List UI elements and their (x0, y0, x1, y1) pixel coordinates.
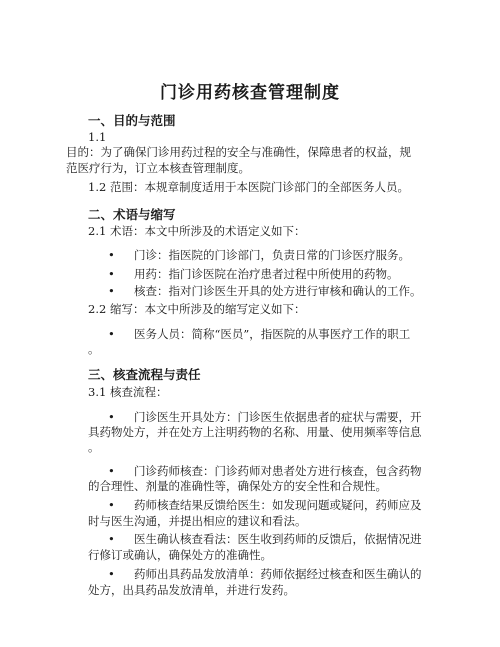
bullet-icon: • (108, 532, 115, 546)
section-1-1-text: 目的：为了确保门诊用药过程的安全与准确性，保障患者的权益，规 (66, 145, 411, 159)
list-item-cont: 时与医生沟通，并提出相应的建议和看法。 (88, 514, 307, 528)
bullet-icon: • (108, 410, 115, 424)
section-2-2-text: 2.2 缩写：本文中所涉及的缩写定义如下： (88, 302, 306, 316)
list-item: • 药师出具药品发放清单：药师依据经过核查和医生确认的 (108, 565, 422, 584)
list-item-cont: 的合理性、剂量的准确性等，确保处方的安全性和合规性。 (88, 479, 387, 493)
section-3-1-text: 3.1 核查流程： (88, 385, 168, 399)
list-item-cont: 。 (88, 342, 100, 356)
section-1-heading: 一、目的与范围 (88, 113, 176, 128)
bullet-icon: • (108, 267, 115, 281)
section-1-2-text: 1.2 范围：本规章制度适用于本医院门诊部门的全部医务人员。 (88, 180, 409, 194)
list-item: • 医务人员：简称“医员”，指医院的从事医疗工作的职工 (108, 325, 410, 344)
list-item: • 药师核查结果反馈给医生：如发现问题或疑问，药师应及 (108, 496, 422, 515)
section-3-heading: 三、核查流程与责任 (88, 367, 201, 382)
list-item-cont: 处方，出具药品发放清单，并进行发药。 (88, 583, 295, 597)
list-item-cont: 行修订或确认，确保处方的准确性。 (88, 548, 272, 562)
list-item-cont: 。 (88, 440, 100, 454)
list-item: • 用药：指门诊医院在治疗患者过程中所使用的药物。 (108, 265, 399, 284)
section-1-1-number: 1.1 (88, 130, 107, 144)
document-title: 门诊用药核查管理制度 (160, 83, 340, 103)
bullet-icon: • (108, 567, 115, 581)
list-item-cont: 具药物处方，并在处方上注明药物的名称、用量、使用频率等信息 (88, 425, 422, 439)
list-item: • 门诊医生开具处方：门诊医生依据患者的症状与需要，开 (108, 408, 422, 427)
list-item: • 门诊药师核查：门诊药师对患者处方进行核查，包含药物 (108, 462, 422, 481)
bullet-icon: • (108, 327, 115, 341)
list-item: • 核查：指对门诊医生开具的处方进行审核和确认的工作。 (108, 282, 422, 301)
section-2-1-text: 2.1 术语：本文中所涉及的术语定义如下： (88, 224, 306, 238)
bullet-icon: • (108, 464, 115, 478)
bullet-icon: • (108, 248, 115, 262)
list-item: • 门诊：指医院的门诊部门，负责日常的门诊医疗服务。 (108, 246, 410, 265)
bullet-icon: • (108, 284, 115, 298)
bullet-icon: • (108, 498, 115, 512)
section-1-1-text-cont: 范医疗行为，订立本核查管理制度。 (66, 161, 250, 175)
list-item: • 医生确认核查看法：医生收到药师的反馈后，依据情况进 (108, 530, 422, 549)
section-2-heading: 二、术语与缩写 (88, 207, 176, 222)
